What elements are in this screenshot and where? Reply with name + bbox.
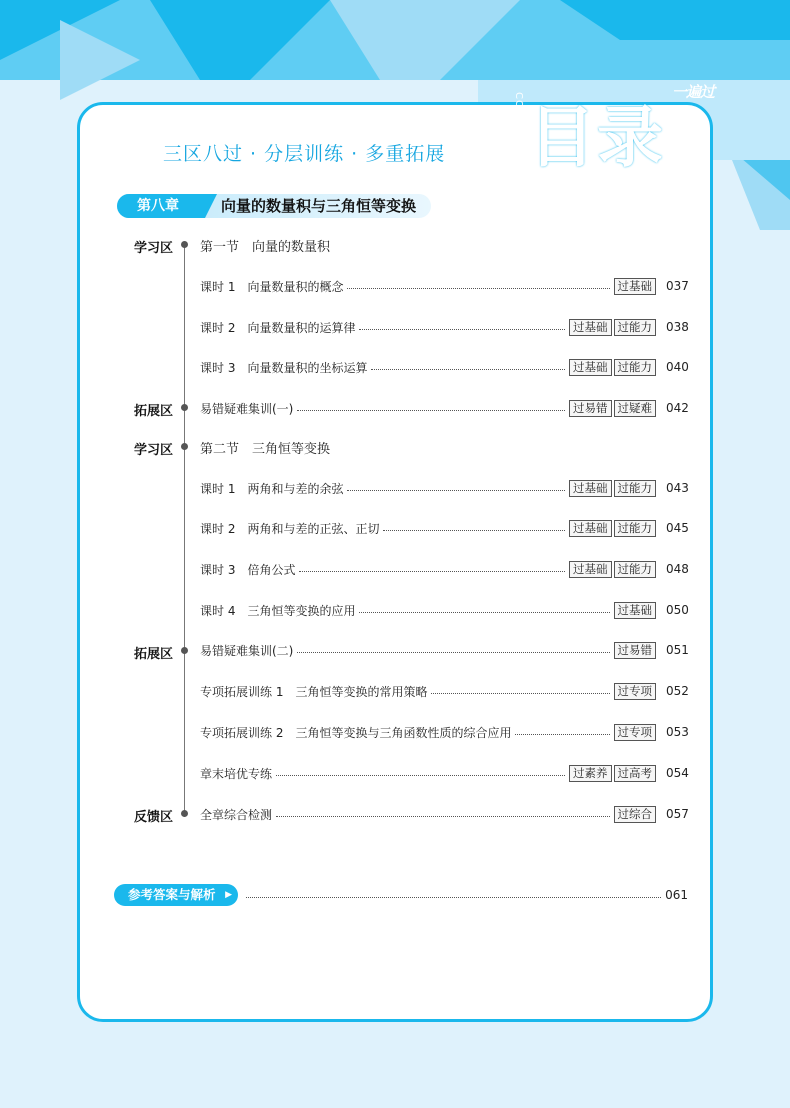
page-number: 053 [666, 725, 689, 739]
page-number: 052 [666, 684, 689, 698]
page-number: 051 [666, 643, 689, 657]
tag-group [569, 359, 656, 376]
entry-title: 课时 2 两角和与差的正弦、正切 [200, 521, 380, 536]
page-number: 037 [666, 279, 689, 293]
zone-label: 学习区 [134, 443, 174, 458]
tag-badge: 过易错 [614, 642, 657, 659]
zone-label: 拓展区 [134, 404, 174, 419]
tag-badge: 过疑难 [614, 400, 657, 417]
page-title: 目录 [529, 99, 665, 176]
timeline-dot [181, 443, 188, 450]
tag-group [569, 561, 656, 578]
zone-label: 反馈区 [134, 810, 174, 825]
leader-dots [297, 409, 565, 411]
brand-logo: 一遍过 [672, 83, 715, 101]
toc-entry[interactable] [200, 358, 688, 376]
answers-row[interactable] [246, 886, 688, 904]
toc-entry[interactable] [200, 399, 688, 417]
entry-title: 专项拓展训练 2 三角恒等变换与三角函数性质的综合应用 [200, 725, 512, 740]
page-number: 048 [666, 562, 689, 576]
entry-title: 章末培优专练 [200, 766, 273, 781]
chapter-name: 向量的数量积与三角恒等变换 [221, 197, 417, 215]
leader-dots [276, 815, 609, 817]
answers-button[interactable] [114, 884, 238, 906]
toc-entry[interactable] [200, 641, 688, 659]
toc-entry[interactable] [200, 601, 688, 619]
page-number: 038 [666, 320, 689, 334]
section-title: 第二节 三角恒等变换 [200, 441, 331, 457]
entry-title: 课时 1 向量数量积的概念 [200, 279, 344, 294]
tag-group [569, 319, 656, 336]
answers-label: 参考答案与解析 [128, 887, 216, 902]
tag-group [614, 642, 657, 659]
tag-group [569, 480, 656, 497]
leader-dots [299, 570, 565, 572]
leader-dots [515, 733, 609, 735]
leader-dots [359, 328, 565, 330]
toc-entry[interactable] [200, 723, 688, 741]
entry-title: 专项拓展训练 1 三角恒等变换的常用策略 [200, 684, 428, 699]
tag-badge: 过基础 [569, 561, 612, 578]
tag-badge: 过基础 [569, 319, 612, 336]
leader-dots [383, 529, 565, 531]
leader-dots [246, 896, 661, 898]
leader-dots [371, 368, 565, 370]
leader-dots [347, 489, 565, 491]
tag-badge: 过能力 [614, 319, 657, 336]
toc-entry[interactable] [200, 560, 688, 578]
tag-group [614, 724, 657, 741]
leader-dots [347, 287, 609, 289]
tag-group [614, 683, 657, 700]
zone-label: 学习区 [134, 241, 174, 256]
answers-page: 061 [665, 888, 688, 902]
tag-group [614, 278, 657, 295]
timeline-dot [181, 241, 188, 248]
entry-title: 课时 3 倍角公式 [200, 562, 296, 577]
contents-label: CONTENTS [513, 92, 524, 155]
chapter-banner [117, 194, 431, 218]
tag-badge: 过综合 [614, 806, 657, 823]
timeline-line [184, 245, 185, 817]
zone-label: 拓展区 [134, 647, 174, 662]
tag-group [569, 765, 656, 782]
page-number: 043 [666, 481, 689, 495]
tag-badge: 过能力 [614, 561, 657, 578]
page-number: 042 [666, 401, 689, 415]
slogan: 三区八过 · 分层训练 · 多重拓展 [163, 143, 446, 165]
tag-badge: 过专项 [614, 683, 657, 700]
tag-group [569, 400, 656, 417]
tag-badge: 过基础 [569, 480, 612, 497]
tag-group [614, 602, 657, 619]
toc-entry[interactable] [200, 479, 688, 497]
page-number: 045 [666, 521, 689, 535]
entry-title: 课时 1 两角和与差的余弦 [200, 481, 344, 496]
timeline-dot [181, 647, 188, 654]
tag-badge: 过基础 [614, 278, 657, 295]
arrow-right-icon: ▶ [225, 890, 232, 900]
page-number: 054 [666, 766, 689, 780]
tag-group [569, 520, 656, 537]
toc-entry[interactable] [200, 764, 688, 782]
tag-badge: 过基础 [569, 520, 612, 537]
tag-group [614, 806, 657, 823]
toc-entry[interactable] [200, 236, 688, 254]
chapter-label: 第八章 [117, 194, 199, 218]
tag-badge: 过能力 [614, 359, 657, 376]
entry-title: 课时 3 向量数量积的坐标运算 [200, 360, 368, 375]
tag-badge: 过高考 [614, 765, 657, 782]
entry-title: 易错疑难集训(二) [200, 643, 294, 658]
tag-badge: 过专项 [614, 724, 657, 741]
toc-entry[interactable] [200, 805, 688, 823]
tag-badge: 过能力 [614, 480, 657, 497]
toc-entry[interactable] [200, 682, 688, 700]
toc-entry[interactable] [200, 519, 688, 537]
toc-entry[interactable] [200, 277, 688, 295]
page-number: 050 [666, 603, 689, 617]
page-number: 057 [666, 807, 689, 821]
tag-badge: 过基础 [614, 602, 657, 619]
entry-title: 易错疑难集训(一) [200, 401, 294, 416]
tag-badge: 过易错 [569, 400, 612, 417]
leader-dots [276, 774, 565, 776]
entry-title: 全章综合检测 [200, 807, 273, 822]
leader-dots [359, 611, 609, 613]
tag-badge: 过素养 [569, 765, 612, 782]
toc-entry[interactable] [200, 318, 688, 336]
leader-dots [431, 692, 609, 694]
leader-dots [297, 651, 609, 653]
entry-title: 课时 4 三角恒等变换的应用 [200, 603, 356, 618]
toc-entry[interactable] [200, 438, 688, 456]
section-title: 第一节 向量的数量积 [200, 239, 331, 255]
tag-badge: 过基础 [569, 359, 612, 376]
tag-badge: 过能力 [614, 520, 657, 537]
timeline-dot [181, 404, 188, 411]
entry-title: 课时 2 向量数量积的运算律 [200, 320, 356, 335]
page-number: 040 [666, 360, 689, 374]
timeline-dot [181, 810, 188, 817]
